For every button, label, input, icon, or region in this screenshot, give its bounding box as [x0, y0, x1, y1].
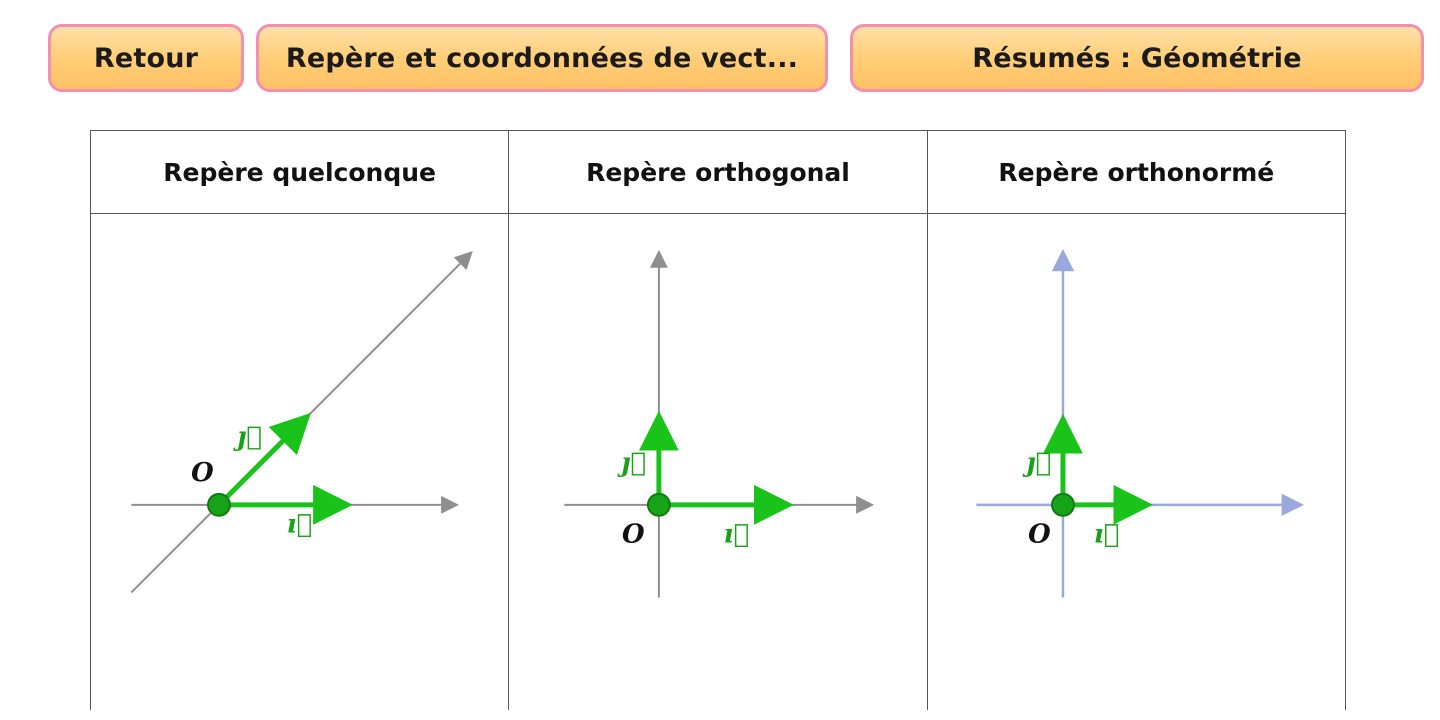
lesson-title-button[interactable]: Repère et coordonnées de vect...: [256, 24, 828, 92]
column-header-repere-orthogonal: Repère orthogonal: [509, 131, 927, 213]
vector-i-label: ı⃗: [723, 519, 750, 550]
cell-repere-orthonorme: [928, 214, 1345, 710]
table-body-row: [91, 214, 1345, 710]
cell-repere-quelconque: [91, 214, 509, 710]
column-header-repere-quelconque: Repère quelconque: [91, 131, 509, 213]
back-button[interactable]: Retour: [48, 24, 244, 92]
summaries-geometry-button[interactable]: Résumés : Géométrie: [850, 24, 1424, 92]
origin-point: [208, 494, 230, 516]
origin-label: O: [622, 519, 645, 550]
origin-label: O: [1027, 519, 1051, 550]
origin-point: [648, 494, 670, 516]
origin-label: O: [191, 457, 214, 488]
figure-repere-quelconque: [91, 214, 508, 710]
vector-i-label: ı⃗: [286, 509, 313, 540]
comparison-table: [90, 130, 1346, 710]
origin-point: [1052, 494, 1074, 516]
column-header-repere-orthonorme: Repère orthonormé: [998, 157, 1275, 187]
cell-repere-orthogonal: [509, 214, 927, 710]
vector-i-label: ı⃗: [1093, 519, 1119, 550]
vector-j-label: ȷ⃗: [236, 422, 262, 453]
top-toolbar: [48, 24, 1424, 92]
vector-j-label: ȷ⃗: [1025, 447, 1051, 478]
vector-j-label: ȷ⃗: [621, 447, 647, 478]
table-header-row: [91, 131, 1345, 214]
figure-repere-orthonorme: [928, 214, 1345, 710]
figure-repere-orthogonal: [509, 214, 926, 710]
vector-j-arrow: [219, 418, 306, 505]
